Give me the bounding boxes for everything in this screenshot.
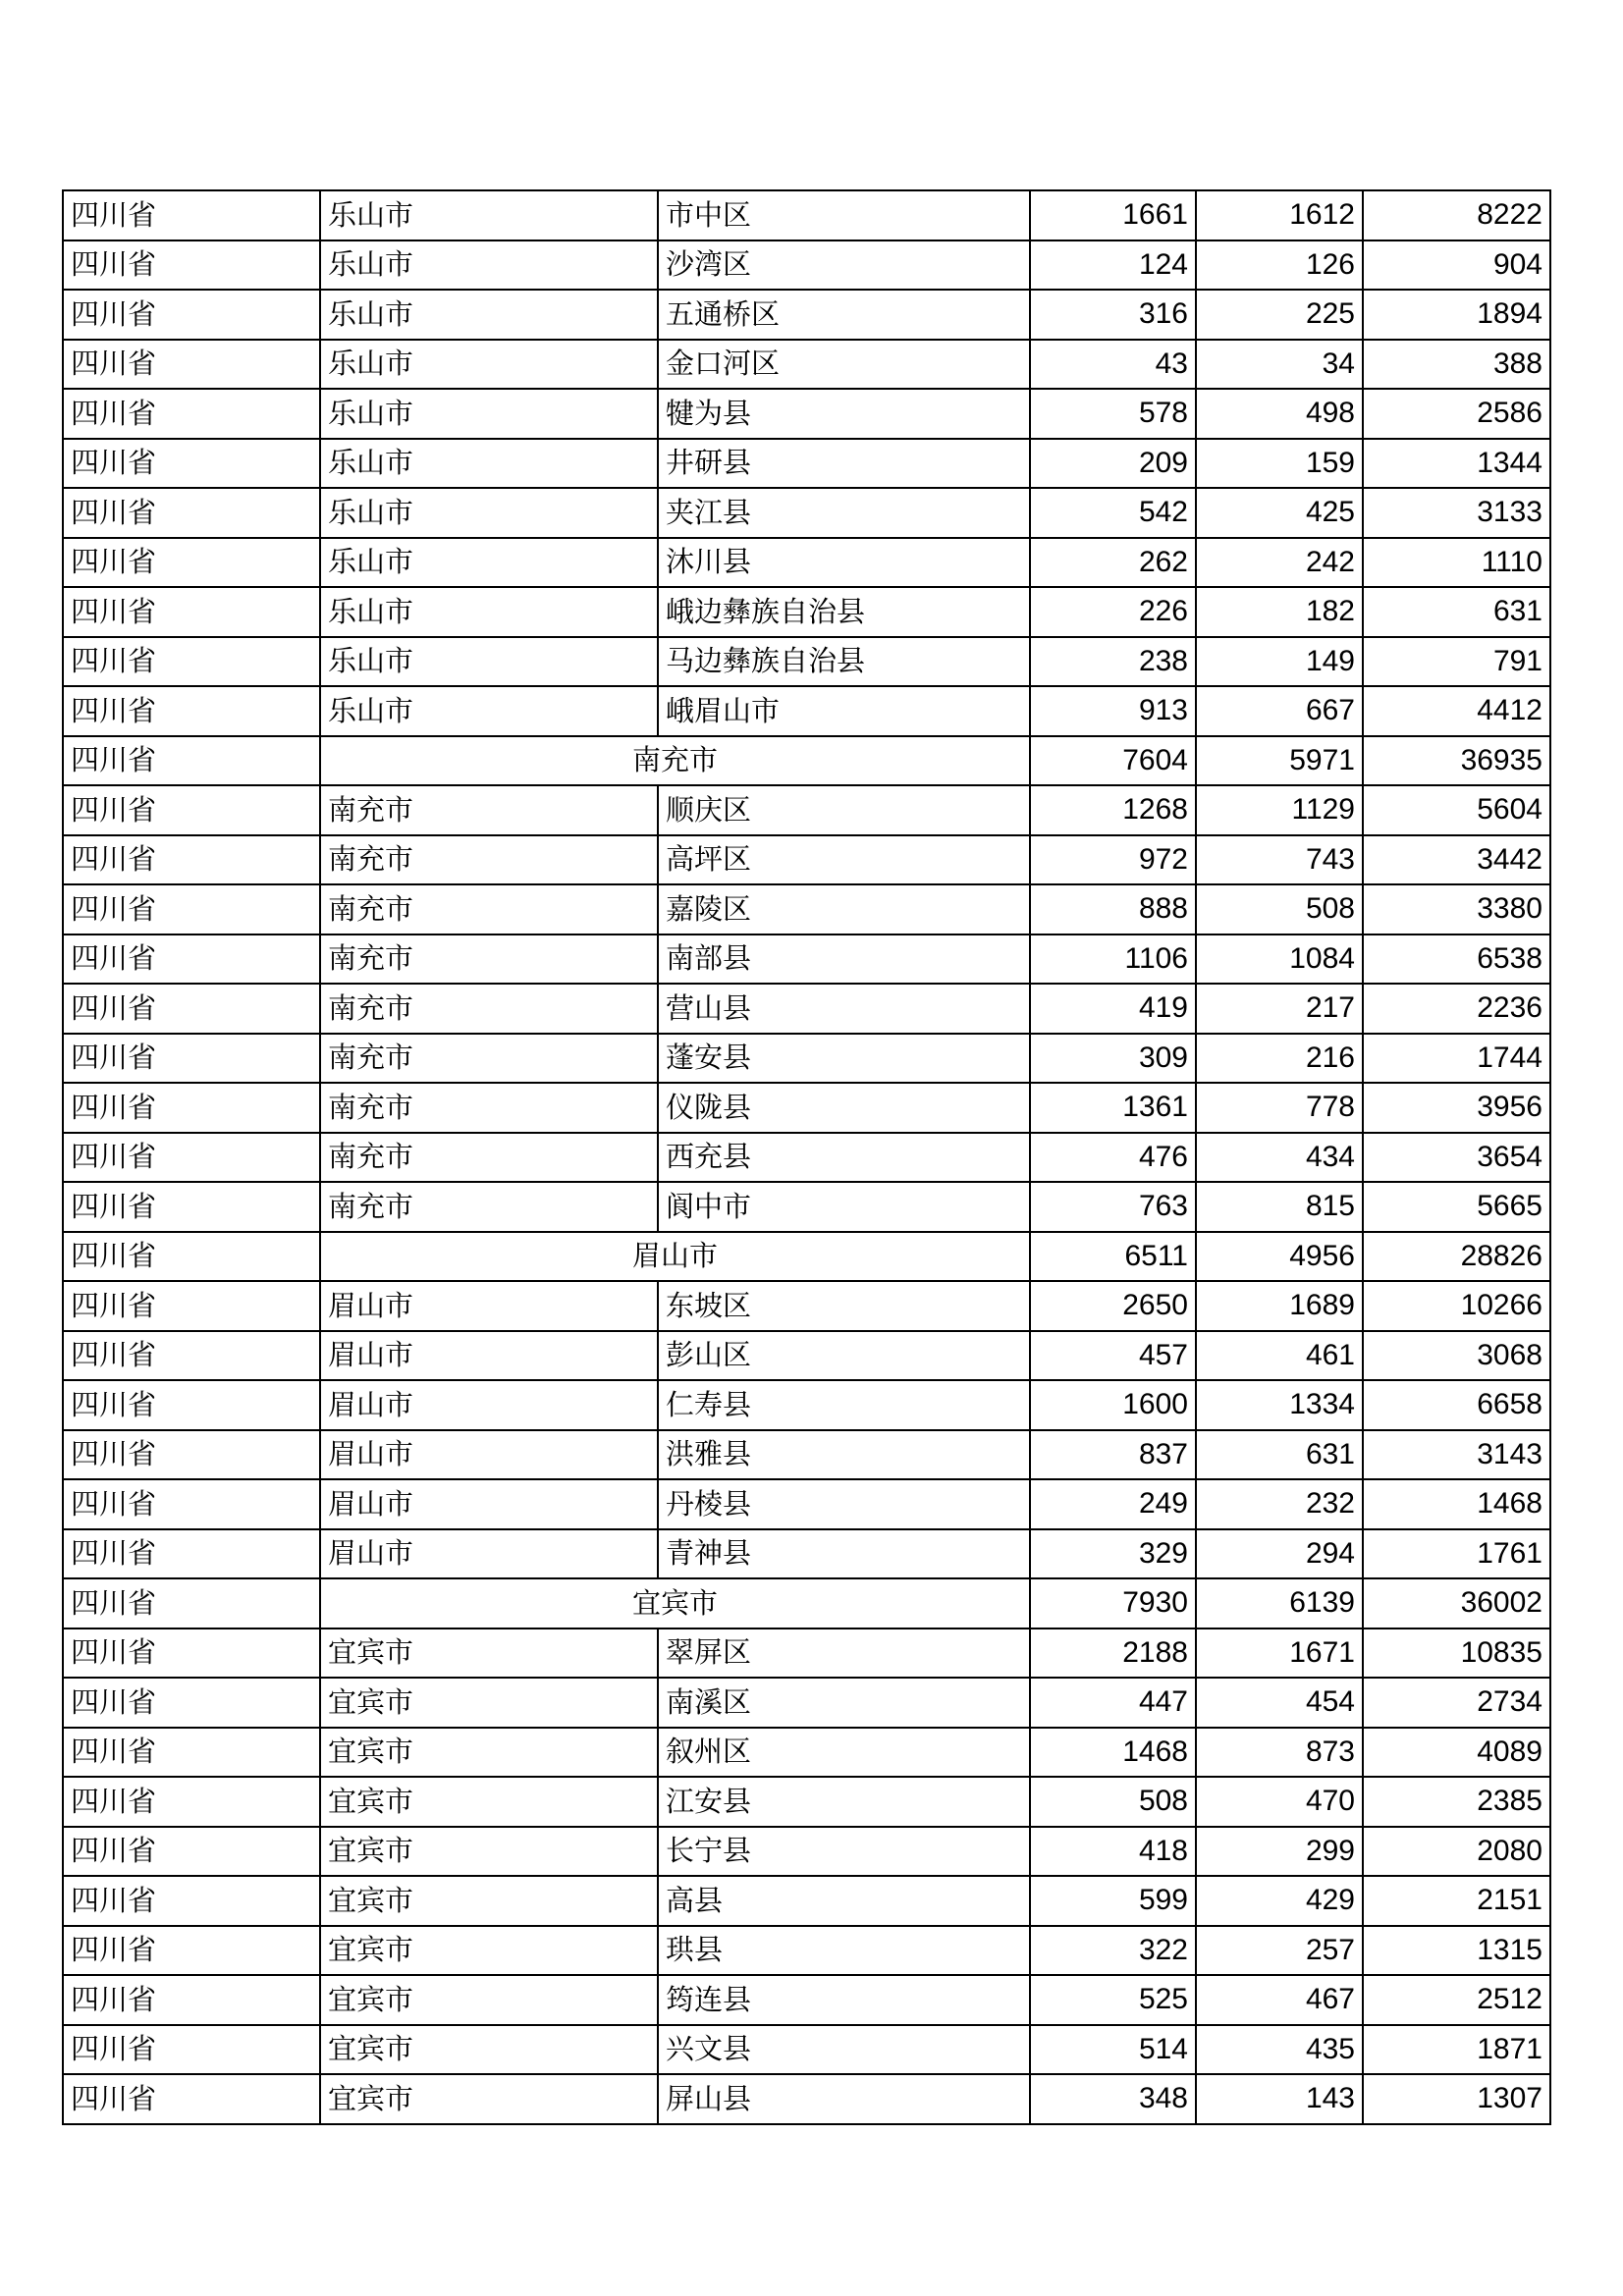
county-cell: 夹江县 <box>658 488 1030 538</box>
city-cell: 乐山市 <box>320 340 658 390</box>
value-2-cell: 299 <box>1196 1827 1363 1877</box>
province-cell: 四川省 <box>63 1380 320 1430</box>
county-cell: 兴文县 <box>658 2025 1030 2075</box>
city-cell: 乐山市 <box>320 439 658 489</box>
value-1-cell: 599 <box>1030 1876 1196 1926</box>
value-1-cell: 447 <box>1030 1678 1196 1728</box>
value-1-cell: 476 <box>1030 1133 1196 1183</box>
value-2-cell: 5971 <box>1196 736 1363 786</box>
value-3-cell: 3654 <box>1363 1133 1550 1183</box>
county-cell: 金口河区 <box>658 340 1030 390</box>
value-2-cell: 216 <box>1196 1034 1363 1084</box>
county-cell: 南部县 <box>658 934 1030 985</box>
value-1-cell: 2650 <box>1030 1281 1196 1331</box>
province-cell: 四川省 <box>63 439 320 489</box>
county-cell: 丹棱县 <box>658 1479 1030 1529</box>
province-cell: 四川省 <box>63 2074 320 2124</box>
value-3-cell: 3133 <box>1363 488 1550 538</box>
table-row <box>63 439 1550 489</box>
value-3-cell: 2080 <box>1363 1827 1550 1877</box>
value-2-cell: 182 <box>1196 587 1363 637</box>
county-cell: 市中区 <box>658 190 1030 240</box>
value-1-cell: 316 <box>1030 290 1196 340</box>
table-row <box>63 1777 1550 1827</box>
province-cell: 四川省 <box>63 1479 320 1529</box>
city-cell: 宜宾市 <box>320 2025 658 2075</box>
value-2-cell: 778 <box>1196 1083 1363 1133</box>
city-cell: 眉山市 <box>320 1479 658 1529</box>
value-2-cell: 4956 <box>1196 1232 1363 1282</box>
value-3-cell: 10266 <box>1363 1281 1550 1331</box>
value-3-cell: 1744 <box>1363 1034 1550 1084</box>
city-total-row <box>63 736 1550 786</box>
city-cell: 宜宾市 <box>320 1777 658 1827</box>
city-cell: 眉山市 <box>320 1380 658 1430</box>
table-row <box>63 488 1550 538</box>
city-cell: 南充市 <box>320 884 658 934</box>
province-cell: 四川省 <box>63 1430 320 1480</box>
value-2-cell: 225 <box>1196 290 1363 340</box>
value-2-cell: 467 <box>1196 1975 1363 2025</box>
city-cell: 乐山市 <box>320 190 658 240</box>
value-2-cell: 126 <box>1196 240 1363 291</box>
table-row <box>63 637 1550 687</box>
value-3-cell: 6538 <box>1363 934 1550 985</box>
value-3-cell: 1871 <box>1363 2025 1550 2075</box>
table-row <box>63 1629 1550 1679</box>
value-2-cell: 159 <box>1196 439 1363 489</box>
value-1-cell: 329 <box>1030 1529 1196 1579</box>
value-1-cell: 508 <box>1030 1777 1196 1827</box>
data-table <box>62 189 1551 2125</box>
province-cell: 四川省 <box>63 835 320 885</box>
city-cell: 南充市 <box>320 1083 658 1133</box>
value-3-cell: 3442 <box>1363 835 1550 885</box>
value-2-cell: 1689 <box>1196 1281 1363 1331</box>
city-cell: 南充市 <box>320 785 658 835</box>
value-1-cell: 578 <box>1030 389 1196 439</box>
city-cell: 宜宾市 <box>320 1678 658 1728</box>
value-3-cell: 2236 <box>1363 984 1550 1034</box>
city-cell: 宜宾市 <box>320 1975 658 2025</box>
value-3-cell: 2151 <box>1363 1876 1550 1926</box>
county-cell: 南溪区 <box>658 1678 1030 1728</box>
table-row <box>63 835 1550 885</box>
city-cell: 宜宾市 <box>320 2074 658 2124</box>
value-1-cell: 322 <box>1030 1926 1196 1976</box>
city-cell: 眉山市 <box>320 1331 658 1381</box>
county-cell: 营山县 <box>658 984 1030 1034</box>
value-2-cell: 434 <box>1196 1133 1363 1183</box>
table-row <box>63 587 1550 637</box>
table-row <box>63 1083 1550 1133</box>
city-total-cell: 宜宾市 <box>320 1578 1030 1629</box>
province-cell: 四川省 <box>63 637 320 687</box>
value-1-cell: 43 <box>1030 340 1196 390</box>
value-3-cell: 5665 <box>1363 1182 1550 1232</box>
table-row <box>63 686 1550 736</box>
value-1-cell: 2188 <box>1030 1629 1196 1679</box>
province-cell: 四川省 <box>63 190 320 240</box>
value-2-cell: 34 <box>1196 340 1363 390</box>
province-cell: 四川省 <box>63 1876 320 1926</box>
value-2-cell: 1334 <box>1196 1380 1363 1430</box>
table-body <box>63 190 1550 2124</box>
city-cell: 乐山市 <box>320 587 658 637</box>
value-2-cell: 294 <box>1196 1529 1363 1579</box>
value-3-cell: 3956 <box>1363 1083 1550 1133</box>
province-cell: 四川省 <box>63 587 320 637</box>
value-2-cell: 743 <box>1196 835 1363 885</box>
county-cell: 洪雅县 <box>658 1430 1030 1480</box>
value-1-cell: 457 <box>1030 1331 1196 1381</box>
value-1-cell: 972 <box>1030 835 1196 885</box>
county-cell: 沙湾区 <box>658 240 1030 291</box>
city-cell: 南充市 <box>320 984 658 1034</box>
value-2-cell: 217 <box>1196 984 1363 1034</box>
value-1-cell: 763 <box>1030 1182 1196 1232</box>
county-cell: 仪陇县 <box>658 1083 1030 1133</box>
province-cell: 四川省 <box>63 736 320 786</box>
city-cell: 乐山市 <box>320 686 658 736</box>
county-cell: 仁寿县 <box>658 1380 1030 1430</box>
value-3-cell: 4412 <box>1363 686 1550 736</box>
value-2-cell: 498 <box>1196 389 1363 439</box>
value-3-cell: 4089 <box>1363 1728 1550 1778</box>
city-cell: 宜宾市 <box>320 1629 658 1679</box>
value-2-cell: 1084 <box>1196 934 1363 985</box>
value-2-cell: 149 <box>1196 637 1363 687</box>
province-cell: 四川省 <box>63 1529 320 1579</box>
table-row <box>63 340 1550 390</box>
province-cell: 四川省 <box>63 1728 320 1778</box>
value-2-cell: 461 <box>1196 1331 1363 1381</box>
table-row <box>63 1479 1550 1529</box>
city-cell: 南充市 <box>320 835 658 885</box>
value-3-cell: 5604 <box>1363 785 1550 835</box>
table-row <box>63 785 1550 835</box>
county-cell: 蓬安县 <box>658 1034 1030 1084</box>
value-1-cell: 262 <box>1030 538 1196 588</box>
table-row <box>63 984 1550 1034</box>
county-cell: 珙县 <box>658 1926 1030 1976</box>
province-cell: 四川省 <box>63 1777 320 1827</box>
table-row <box>63 1380 1550 1430</box>
value-3-cell: 36002 <box>1363 1578 1550 1629</box>
table-row <box>63 1182 1550 1232</box>
value-3-cell: 1307 <box>1363 2074 1550 2124</box>
value-1-cell: 124 <box>1030 240 1196 291</box>
value-3-cell: 1110 <box>1363 538 1550 588</box>
value-3-cell: 3380 <box>1363 884 1550 934</box>
province-cell: 四川省 <box>63 1578 320 1629</box>
city-cell: 南充市 <box>320 1133 658 1183</box>
city-cell: 眉山市 <box>320 1529 658 1579</box>
value-1-cell: 1361 <box>1030 1083 1196 1133</box>
province-cell: 四川省 <box>63 1281 320 1331</box>
value-2-cell: 429 <box>1196 1876 1363 1926</box>
city-cell: 南充市 <box>320 1182 658 1232</box>
value-3-cell: 3068 <box>1363 1331 1550 1381</box>
value-3-cell: 8222 <box>1363 190 1550 240</box>
value-2-cell: 1129 <box>1196 785 1363 835</box>
value-1-cell: 542 <box>1030 488 1196 538</box>
value-3-cell: 2734 <box>1363 1678 1550 1728</box>
value-2-cell: 143 <box>1196 2074 1363 2124</box>
county-cell: 嘉陵区 <box>658 884 1030 934</box>
value-1-cell: 418 <box>1030 1827 1196 1877</box>
county-cell: 叙州区 <box>658 1728 1030 1778</box>
province-cell: 四川省 <box>63 340 320 390</box>
value-3-cell: 1761 <box>1363 1529 1550 1579</box>
value-1-cell: 525 <box>1030 1975 1196 2025</box>
province-cell: 四川省 <box>63 934 320 985</box>
value-3-cell: 388 <box>1363 340 1550 390</box>
value-3-cell: 631 <box>1363 587 1550 637</box>
value-3-cell: 1468 <box>1363 1479 1550 1529</box>
province-cell: 四川省 <box>63 1034 320 1084</box>
value-1-cell: 6511 <box>1030 1232 1196 1282</box>
county-cell: 高坪区 <box>658 835 1030 885</box>
value-1-cell: 209 <box>1030 439 1196 489</box>
table-row <box>63 538 1550 588</box>
value-3-cell: 1344 <box>1363 439 1550 489</box>
value-1-cell: 1468 <box>1030 1728 1196 1778</box>
value-1-cell: 1661 <box>1030 190 1196 240</box>
county-cell: 马边彝族自治县 <box>658 637 1030 687</box>
value-2-cell: 631 <box>1196 1430 1363 1480</box>
table-row <box>63 389 1550 439</box>
province-cell: 四川省 <box>63 1827 320 1877</box>
table-row <box>63 1430 1550 1480</box>
value-2-cell: 470 <box>1196 1777 1363 1827</box>
value-1-cell: 888 <box>1030 884 1196 934</box>
province-cell: 四川省 <box>63 1133 320 1183</box>
value-3-cell: 1894 <box>1363 290 1550 340</box>
value-1-cell: 238 <box>1030 637 1196 687</box>
value-1-cell: 1106 <box>1030 934 1196 985</box>
value-2-cell: 242 <box>1196 538 1363 588</box>
province-cell: 四川省 <box>63 884 320 934</box>
county-cell: 青神县 <box>658 1529 1030 1579</box>
value-2-cell: 667 <box>1196 686 1363 736</box>
province-cell: 四川省 <box>63 2025 320 2075</box>
table-row <box>63 1133 1550 1183</box>
table-row <box>63 1034 1550 1084</box>
city-cell: 乐山市 <box>320 488 658 538</box>
value-2-cell: 6139 <box>1196 1578 1363 1629</box>
province-cell: 四川省 <box>63 538 320 588</box>
value-1-cell: 309 <box>1030 1034 1196 1084</box>
value-2-cell: 232 <box>1196 1479 1363 1529</box>
province-cell: 四川省 <box>63 389 320 439</box>
city-cell: 眉山市 <box>320 1281 658 1331</box>
city-total-cell: 南充市 <box>320 736 1030 786</box>
province-cell: 四川省 <box>63 1182 320 1232</box>
value-3-cell: 3143 <box>1363 1430 1550 1480</box>
value-3-cell: 791 <box>1363 637 1550 687</box>
city-total-cell: 眉山市 <box>320 1232 1030 1282</box>
table-row <box>63 1975 1550 2025</box>
city-cell: 乐山市 <box>320 290 658 340</box>
value-1-cell: 249 <box>1030 1479 1196 1529</box>
county-cell: 五通桥区 <box>658 290 1030 340</box>
value-3-cell: 904 <box>1363 240 1550 291</box>
province-cell: 四川省 <box>63 785 320 835</box>
county-cell: 彭山区 <box>658 1331 1030 1381</box>
county-cell: 井研县 <box>658 439 1030 489</box>
county-cell: 西充县 <box>658 1133 1030 1183</box>
table-row <box>63 1678 1550 1728</box>
county-cell: 翠屏区 <box>658 1629 1030 1679</box>
value-3-cell: 2385 <box>1363 1777 1550 1827</box>
table-row <box>63 884 1550 934</box>
value-3-cell: 28826 <box>1363 1232 1550 1282</box>
city-cell: 乐山市 <box>320 389 658 439</box>
province-cell: 四川省 <box>63 1083 320 1133</box>
county-cell: 筠连县 <box>658 1975 1030 2025</box>
city-cell: 南充市 <box>320 934 658 985</box>
value-3-cell: 2512 <box>1363 1975 1550 2025</box>
table-row <box>63 1331 1550 1381</box>
city-total-row <box>63 1578 1550 1629</box>
value-3-cell: 10835 <box>1363 1629 1550 1679</box>
county-cell: 峨眉山市 <box>658 686 1030 736</box>
value-1-cell: 1268 <box>1030 785 1196 835</box>
value-3-cell: 6658 <box>1363 1380 1550 1430</box>
county-cell: 沐川县 <box>658 538 1030 588</box>
county-cell: 江安县 <box>658 1777 1030 1827</box>
table-row <box>63 1926 1550 1976</box>
value-1-cell: 226 <box>1030 587 1196 637</box>
city-cell: 乐山市 <box>320 240 658 291</box>
city-cell: 南充市 <box>320 1034 658 1084</box>
province-cell: 四川省 <box>63 290 320 340</box>
county-cell: 顺庆区 <box>658 785 1030 835</box>
city-cell: 宜宾市 <box>320 1827 658 1877</box>
county-cell: 犍为县 <box>658 389 1030 439</box>
value-1-cell: 419 <box>1030 984 1196 1034</box>
province-cell: 四川省 <box>63 1629 320 1679</box>
province-cell: 四川省 <box>63 488 320 538</box>
province-cell: 四川省 <box>63 1232 320 1282</box>
table-row <box>63 934 1550 985</box>
city-cell: 乐山市 <box>320 538 658 588</box>
value-2-cell: 1671 <box>1196 1629 1363 1679</box>
table-row <box>63 290 1550 340</box>
value-2-cell: 873 <box>1196 1728 1363 1778</box>
city-cell: 宜宾市 <box>320 1876 658 1926</box>
province-cell: 四川省 <box>63 686 320 736</box>
county-cell: 长宁县 <box>658 1827 1030 1877</box>
city-cell: 乐山市 <box>320 637 658 687</box>
table-row <box>63 2074 1550 2124</box>
province-cell: 四川省 <box>63 984 320 1034</box>
value-3-cell: 2586 <box>1363 389 1550 439</box>
value-1-cell: 514 <box>1030 2025 1196 2075</box>
value-3-cell: 36935 <box>1363 736 1550 786</box>
value-2-cell: 815 <box>1196 1182 1363 1232</box>
value-2-cell: 435 <box>1196 2025 1363 2075</box>
table-row <box>63 240 1550 291</box>
value-1-cell: 837 <box>1030 1430 1196 1480</box>
table-row <box>63 1876 1550 1926</box>
city-total-row <box>63 1232 1550 1282</box>
county-cell: 峨边彝族自治县 <box>658 587 1030 637</box>
province-cell: 四川省 <box>63 1678 320 1728</box>
city-cell: 眉山市 <box>320 1430 658 1480</box>
value-2-cell: 425 <box>1196 488 1363 538</box>
province-cell: 四川省 <box>63 1975 320 2025</box>
value-1-cell: 913 <box>1030 686 1196 736</box>
city-cell: 宜宾市 <box>320 1926 658 1976</box>
table-row <box>63 190 1550 240</box>
value-1-cell: 1600 <box>1030 1380 1196 1430</box>
table-row <box>63 1728 1550 1778</box>
province-cell: 四川省 <box>63 1926 320 1976</box>
value-2-cell: 257 <box>1196 1926 1363 1976</box>
value-2-cell: 454 <box>1196 1678 1363 1728</box>
county-cell: 高县 <box>658 1876 1030 1926</box>
value-2-cell: 1612 <box>1196 190 1363 240</box>
province-cell: 四川省 <box>63 240 320 291</box>
county-cell: 屏山县 <box>658 2074 1030 2124</box>
table-row <box>63 2025 1550 2075</box>
value-1-cell: 7604 <box>1030 736 1196 786</box>
county-cell: 阆中市 <box>658 1182 1030 1232</box>
value-1-cell: 348 <box>1030 2074 1196 2124</box>
table-row <box>63 1529 1550 1579</box>
value-1-cell: 7930 <box>1030 1578 1196 1629</box>
table-row <box>63 1827 1550 1877</box>
county-cell: 东坡区 <box>658 1281 1030 1331</box>
city-cell: 宜宾市 <box>320 1728 658 1778</box>
province-cell: 四川省 <box>63 1331 320 1381</box>
table-row <box>63 1281 1550 1331</box>
value-2-cell: 508 <box>1196 884 1363 934</box>
value-3-cell: 1315 <box>1363 1926 1550 1976</box>
